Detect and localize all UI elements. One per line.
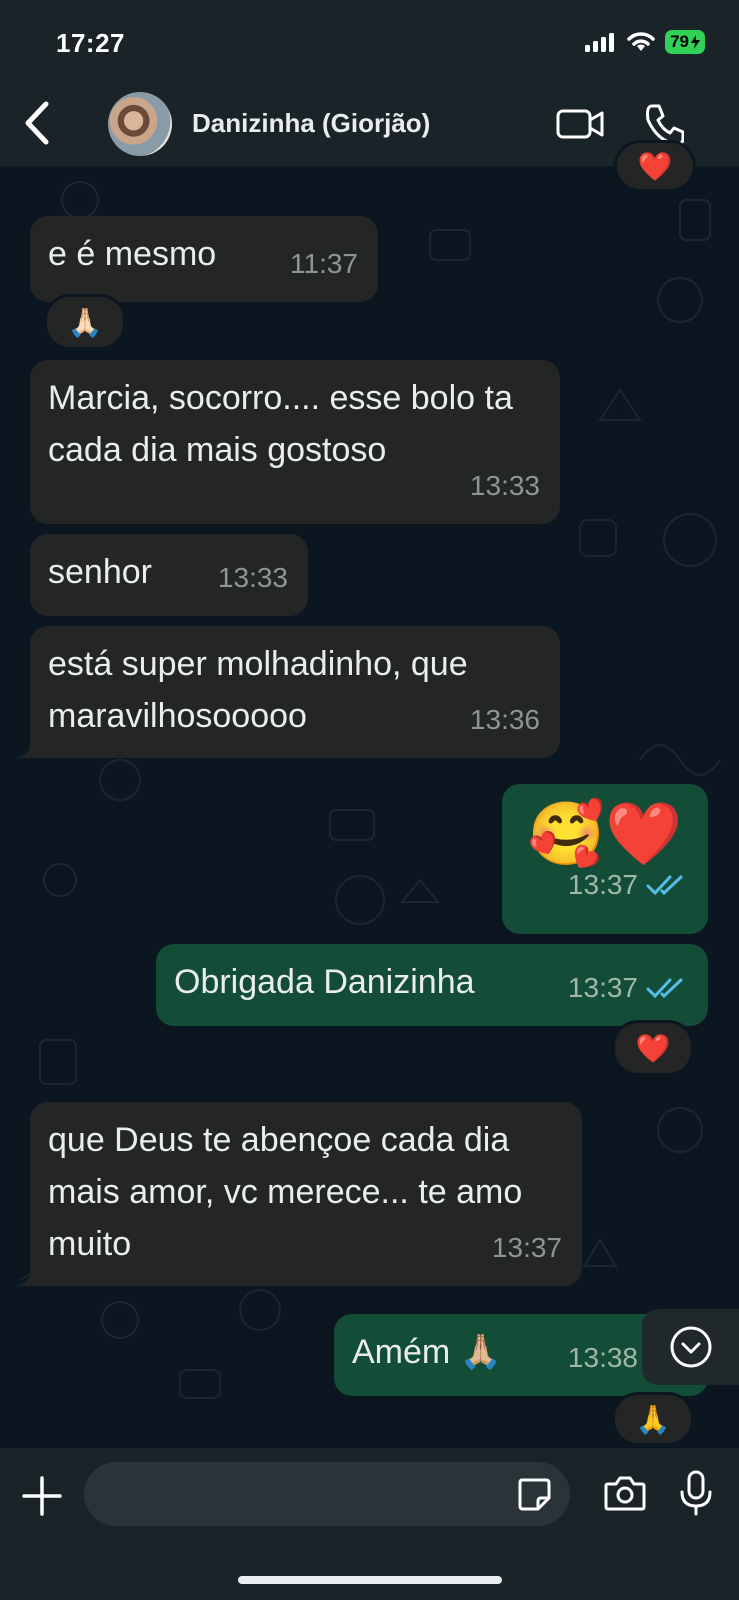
read-receipt-icon <box>646 874 688 896</box>
message-time: 13:38 <box>567 1342 638 1373</box>
charging-bolt-icon <box>691 35 700 49</box>
sticker-button[interactable] <box>516 1476 552 1512</box>
attach-plus-button[interactable] <box>22 1476 62 1516</box>
message-time: 13:36 <box>469 704 540 735</box>
signal-icon <box>585 32 617 52</box>
message-text: Amém 🙏🏼 <box>352 1333 503 1371</box>
camera-button[interactable] <box>604 1474 646 1512</box>
read-receipt-icon <box>646 977 688 999</box>
message-text: senhor <box>48 553 152 591</box>
video-call-button[interactable] <box>556 104 604 144</box>
contact-avatar[interactable] <box>108 92 172 156</box>
message-time: 13:37 <box>491 1232 562 1263</box>
message-meta <box>568 962 688 1014</box>
message-text: que Deus te abençoe cada dia mais amor, vc merece... te amo muito <box>48 1121 523 1263</box>
status-time: 17:27 <box>56 28 125 58</box>
message-bubble-incoming[interactable] <box>30 534 308 616</box>
message-meta <box>290 238 358 290</box>
microphone-button[interactable] <box>678 1470 714 1516</box>
contact-name[interactable]: Danizinha (Giorjão) <box>192 108 431 138</box>
reaction-top-heart[interactable] <box>614 140 696 192</box>
message-text: e é mesmo <box>48 235 217 273</box>
battery-indicator <box>665 30 705 54</box>
message-bubble-incoming[interactable] <box>30 360 560 524</box>
message-text: Obrigada Danizinha <box>174 963 475 1001</box>
message-meta <box>218 552 288 604</box>
reaction-emoji: 🙏🏻 <box>67 306 103 338</box>
message-time: 13:33 <box>469 470 540 501</box>
message-meta <box>492 1222 562 1274</box>
message-time: 13:37 <box>567 972 638 1003</box>
message-meta <box>568 848 688 922</box>
message-bubble-outgoing[interactable] <box>156 944 708 1026</box>
bubble-tail <box>16 1264 40 1286</box>
reaction-emoji: ❤️ <box>637 150 673 182</box>
wifi-icon <box>627 32 655 52</box>
message-bubble-incoming[interactable] <box>30 1102 582 1286</box>
message-time: 13:37 <box>567 869 638 900</box>
message-meta <box>470 694 540 746</box>
message-bubble-incoming[interactable] <box>30 216 378 302</box>
reaction-pray[interactable] <box>44 294 126 350</box>
reaction-emoji: ❤️ <box>635 1032 671 1064</box>
reaction-heart[interactable] <box>612 1020 694 1076</box>
chat-header <box>0 0 739 166</box>
bubble-tail <box>16 736 40 758</box>
battery-level: 79 <box>670 32 689 51</box>
message-time: 13:33 <box>217 562 288 593</box>
message-input[interactable] <box>84 1462 570 1526</box>
message-text: Marcia, socorro.... esse bolo ta cada dia mais gostoso <box>48 379 513 469</box>
message-time: 11:37 <box>290 248 358 279</box>
message-bubble-outgoing[interactable] <box>502 784 708 934</box>
reaction-pray-outgoing[interactable] <box>612 1392 694 1446</box>
home-indicator <box>238 1576 502 1584</box>
message-text: 🥰❤️ <box>527 800 683 869</box>
chevron-down-icon <box>669 1325 713 1369</box>
message-bubble-incoming[interactable] <box>30 626 560 758</box>
scroll-to-bottom-button[interactable] <box>642 1309 739 1385</box>
back-button[interactable] <box>18 98 58 148</box>
message-text: está super molhadinho, que maravilhosooooo <box>48 645 468 735</box>
reaction-emoji: 🙏 <box>635 1403 671 1435</box>
message-meta <box>470 460 540 512</box>
status-icons <box>585 30 705 54</box>
